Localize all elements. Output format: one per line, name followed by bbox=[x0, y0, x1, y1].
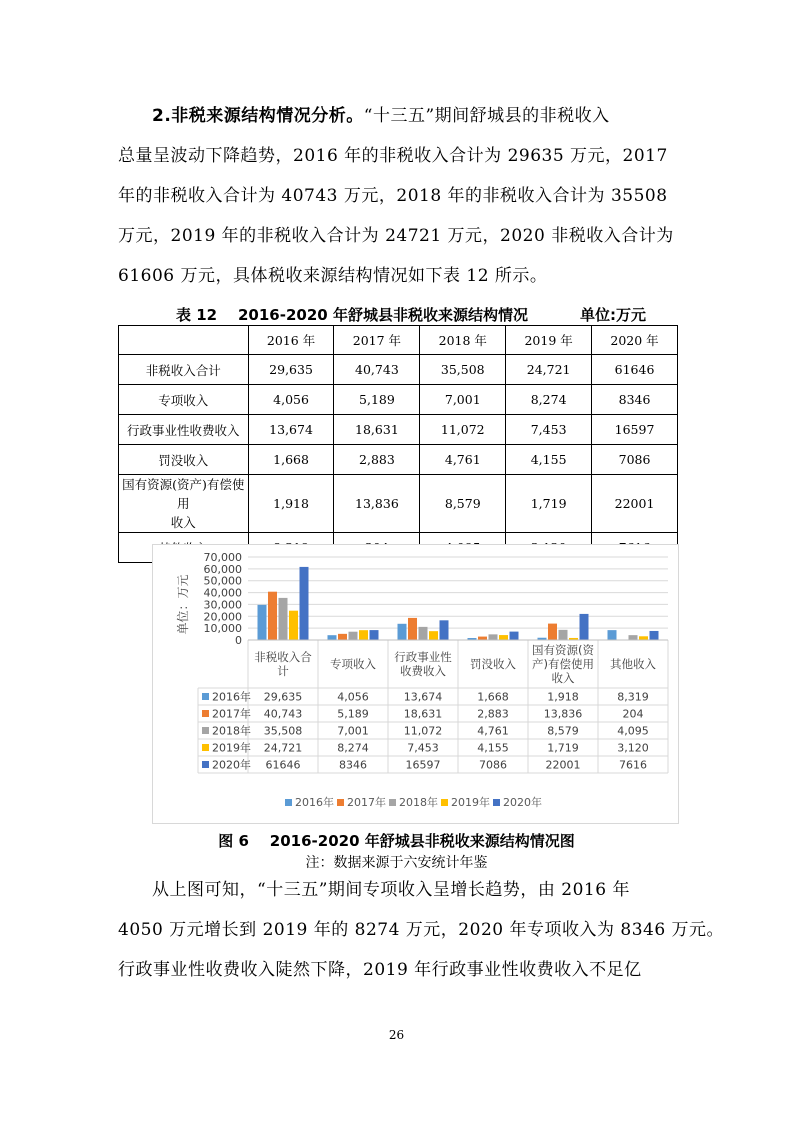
paragraph-1-line-1: 2.非税来源结构情况分析。“十三五”期间舒城县的非税收入 bbox=[152, 106, 610, 126]
table-row bbox=[119, 445, 678, 475]
legend-key bbox=[202, 693, 209, 700]
bar-chart bbox=[153, 545, 678, 823]
table-cell: 16597 bbox=[592, 415, 678, 445]
row-label: 行政事业性收费收入 bbox=[119, 415, 249, 445]
paragraph-1-line-4: 万元，2019 年的非税收入合计为 24721 万元，2020 非税收入合计为 bbox=[118, 226, 674, 246]
figure-caption-id: 图 6 bbox=[218, 832, 249, 850]
row-label: 非税收入合计 bbox=[119, 355, 249, 385]
legend-swatch bbox=[441, 799, 448, 806]
table-cell: 8346 bbox=[592, 385, 678, 415]
table-cell: 61646 bbox=[592, 355, 678, 385]
row-label: 罚没收入 bbox=[119, 445, 249, 475]
data-label: 4,761 bbox=[477, 724, 509, 738]
table-row bbox=[119, 415, 678, 445]
table-header-cell: 2020 年 bbox=[592, 326, 678, 355]
data-label: 18,631 bbox=[403, 707, 443, 721]
legend-key bbox=[202, 727, 209, 734]
table-header-cell: 2019 年 bbox=[506, 326, 592, 355]
data-label: 7,453 bbox=[407, 741, 439, 755]
table-unit: 单位:万元 bbox=[580, 306, 646, 324]
bar bbox=[349, 632, 358, 640]
bar bbox=[650, 631, 659, 640]
y-axis-label: 单位：万元 bbox=[176, 574, 190, 635]
table-cell: 8,579 bbox=[420, 475, 506, 533]
bar bbox=[429, 631, 438, 640]
legend-label: 2019年 bbox=[451, 796, 490, 809]
bar bbox=[548, 624, 557, 640]
paragraph-1-line-2: 总量呈波动下降趋势，2016 年的非税收入合计为 29635 万元，2017 bbox=[118, 146, 668, 166]
bar bbox=[499, 635, 508, 640]
figure-caption bbox=[0, 830, 793, 851]
row-label: 专项收入 bbox=[119, 385, 249, 415]
bar bbox=[359, 630, 368, 640]
y-tick-label: 50,000 bbox=[203, 574, 242, 588]
series-name: 2016年 bbox=[212, 690, 251, 704]
table-row bbox=[119, 355, 678, 385]
table-header-cell: 2016 年 bbox=[248, 326, 334, 355]
data-label: 22001 bbox=[545, 758, 581, 772]
bar bbox=[489, 634, 498, 640]
data-label: 4,095 bbox=[617, 724, 649, 738]
bar bbox=[440, 620, 449, 640]
y-tick-label: 20,000 bbox=[203, 610, 242, 624]
table-cell: 13,836 bbox=[334, 475, 420, 533]
legend-label: 2017年 bbox=[347, 796, 386, 809]
paragraph-2-line-2: 4050 万元增长到 2019 年的 8274 万元，2020 年专项收入为 8346 万元。 bbox=[118, 920, 725, 940]
table-cell: 4,761 bbox=[420, 445, 506, 475]
table-cell: 24,721 bbox=[506, 355, 592, 385]
y-tick-label: 30,000 bbox=[203, 598, 242, 612]
category-label: 国有资源(资 bbox=[532, 643, 594, 657]
data-label: 7,001 bbox=[337, 724, 369, 738]
y-tick-label: 60,000 bbox=[203, 562, 242, 576]
legend-label: 2016年 bbox=[295, 796, 334, 809]
table-cell: 40,743 bbox=[334, 355, 420, 385]
category-label: 行政事业性 bbox=[394, 650, 452, 664]
table-row bbox=[119, 475, 678, 533]
y-tick-label: 70,000 bbox=[203, 551, 242, 564]
page-number: 26 bbox=[388, 1028, 405, 1042]
data-label: 7616 bbox=[619, 758, 647, 772]
non-tax-revenue-table bbox=[118, 325, 678, 563]
data-label: 204 bbox=[622, 707, 644, 721]
legend-swatch bbox=[285, 799, 292, 806]
table-cell: 1,918 bbox=[248, 475, 334, 533]
table-cell: 7,453 bbox=[506, 415, 592, 445]
category-label: 收入 bbox=[551, 671, 575, 685]
legend-swatch bbox=[337, 799, 344, 806]
figure-note: 注：数据来源于六安统计年鉴 bbox=[305, 855, 488, 871]
data-label: 8,579 bbox=[547, 724, 579, 738]
legend-key bbox=[202, 761, 209, 768]
bar bbox=[478, 637, 487, 640]
bar bbox=[268, 592, 277, 640]
table-cell: 8,274 bbox=[506, 385, 592, 415]
bar bbox=[289, 611, 298, 640]
bar bbox=[629, 635, 638, 640]
y-tick-label: 10,000 bbox=[203, 622, 242, 636]
data-label: 7086 bbox=[479, 758, 507, 772]
series-name: 2017年 bbox=[212, 707, 251, 721]
data-label: 1,918 bbox=[547, 690, 579, 704]
table-row bbox=[119, 385, 678, 415]
table-cell: 18,631 bbox=[334, 415, 420, 445]
data-label: 8,274 bbox=[337, 741, 369, 755]
bar bbox=[370, 630, 379, 640]
table-cell: 29,635 bbox=[248, 355, 334, 385]
table-cell: 1,719 bbox=[506, 475, 592, 533]
bar bbox=[639, 636, 648, 640]
category-label: 专项收入 bbox=[330, 657, 376, 671]
legend-label: 2018年 bbox=[399, 796, 438, 809]
table-cell: 7,001 bbox=[420, 385, 506, 415]
bar bbox=[300, 567, 309, 640]
data-label: 4,155 bbox=[477, 741, 509, 755]
bar bbox=[580, 614, 589, 640]
data-label: 16597 bbox=[405, 758, 441, 772]
data-label: 8,319 bbox=[617, 690, 649, 704]
table-header-cell bbox=[119, 326, 249, 355]
table-header-row bbox=[119, 326, 678, 355]
legend-key bbox=[202, 744, 209, 751]
table-cell: 7086 bbox=[592, 445, 678, 475]
data-label: 29,635 bbox=[263, 690, 303, 704]
bar bbox=[328, 635, 337, 640]
figure-caption-title: 2016-2020 年舒城县非税收来源结构情况图 bbox=[269, 832, 575, 850]
data-label: 35,508 bbox=[263, 724, 303, 738]
y-tick-label: 0 bbox=[235, 634, 242, 647]
data-label: 13,836 bbox=[543, 707, 583, 721]
bar bbox=[258, 605, 267, 640]
data-label: 11,072 bbox=[403, 724, 443, 738]
series-name: 2018年 bbox=[212, 724, 251, 738]
series-name: 2019年 bbox=[212, 741, 251, 755]
data-label: 4,056 bbox=[337, 690, 369, 704]
legend-swatch bbox=[493, 799, 500, 806]
category-label: 产)有偿使用 bbox=[532, 657, 594, 671]
data-label: 1,719 bbox=[547, 741, 579, 755]
data-label: 40,743 bbox=[263, 707, 303, 721]
series-name: 2020年 bbox=[212, 758, 251, 772]
table-cell: 4,056 bbox=[248, 385, 334, 415]
table-header-cell: 2018 年 bbox=[420, 326, 506, 355]
data-label: 61646 bbox=[265, 758, 301, 772]
bar bbox=[338, 634, 347, 640]
table-cell: 5,189 bbox=[334, 385, 420, 415]
data-label: 8346 bbox=[339, 758, 367, 772]
table-cell: 22001 bbox=[592, 475, 678, 533]
paragraph-2 bbox=[118, 870, 725, 990]
category-label: 罚没收入 bbox=[470, 657, 516, 671]
data-label: 13,674 bbox=[403, 690, 443, 704]
legend-swatch bbox=[389, 799, 396, 806]
data-label: 24,721 bbox=[263, 741, 303, 755]
bar bbox=[608, 630, 617, 640]
table-header-cell: 2017 年 bbox=[334, 326, 420, 355]
table-cell: 11,072 bbox=[420, 415, 506, 445]
legend-key bbox=[202, 710, 209, 717]
category-label: 其他收入 bbox=[610, 657, 656, 671]
bar bbox=[559, 630, 568, 640]
paragraph-2-line-1: 从上图可知，“十三五”期间专项收入呈增长趋势，由 2016 年 bbox=[152, 880, 630, 900]
table-cell: 1,668 bbox=[248, 445, 334, 475]
paragraph-1 bbox=[118, 96, 678, 296]
paragraph-1-line-5: 61606 万元，具体税收来源结构情况如下表 12 所示。 bbox=[118, 266, 548, 286]
data-label: 5,189 bbox=[337, 707, 369, 721]
table-cell: 2,883 bbox=[334, 445, 420, 475]
category-label: 收费收入 bbox=[400, 664, 446, 678]
bar bbox=[419, 627, 428, 640]
chart-container bbox=[152, 544, 679, 824]
paragraph-2-line-3: 行政事业性收费收入陡然下降，2019 年行政事业性收费收入不足亿 bbox=[118, 960, 642, 980]
section-heading: 2.非税来源结构情况分析。 bbox=[152, 106, 364, 126]
category-label: 计 bbox=[277, 664, 289, 678]
bar bbox=[279, 598, 288, 640]
table-cell: 13,674 bbox=[248, 415, 334, 445]
table-caption-title: 2016-2020 年舒城县非税收来源结构情况 bbox=[238, 306, 528, 324]
legend-label: 2020年 bbox=[503, 796, 542, 809]
data-label: 1,668 bbox=[477, 690, 509, 704]
table-cell: 35,508 bbox=[420, 355, 506, 385]
data-label: 2,883 bbox=[477, 707, 509, 721]
table-caption-id: 表 12 bbox=[176, 306, 218, 324]
row-label: 国有资源(资产)有偿使用 收入 bbox=[119, 475, 249, 533]
table-cell: 4,155 bbox=[506, 445, 592, 475]
category-label: 非税收入合 bbox=[254, 650, 312, 664]
data-label: 3,120 bbox=[617, 741, 649, 755]
bar bbox=[398, 624, 407, 640]
bar bbox=[408, 618, 417, 640]
bar bbox=[510, 632, 519, 640]
y-tick-label: 40,000 bbox=[203, 586, 242, 600]
paragraph-1-line-3: 年的非税收入合计为 40743 万元，2018 年的非税收入合计为 35508 bbox=[118, 186, 668, 206]
